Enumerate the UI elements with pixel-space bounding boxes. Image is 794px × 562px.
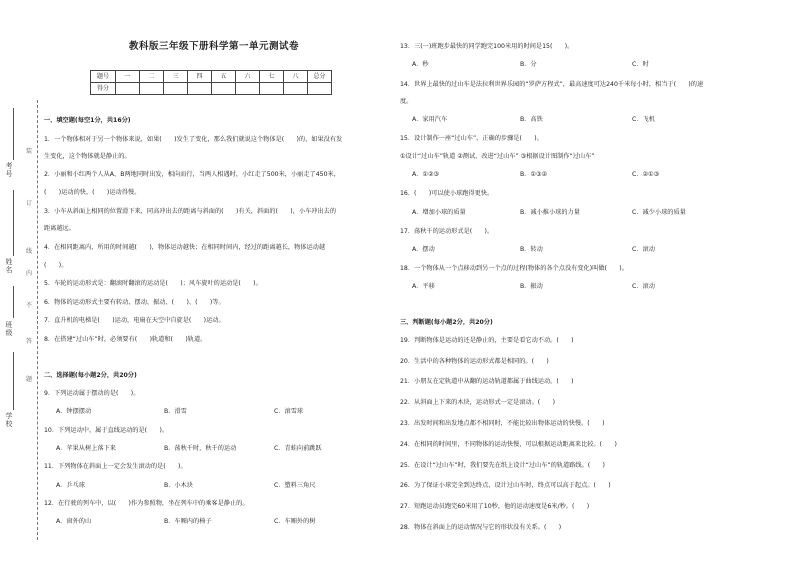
score-cell[interactable] <box>260 83 284 95</box>
judge-item: 25．在设计“过山车”时，我们要先在纸上设计“过山车”的轨道路线。( ) <box>400 462 605 469</box>
question-text: 6．物体的运动形式主要有转动、摆动、振动、( )、( )等。 <box>44 299 225 306</box>
school-line <box>13 352 14 410</box>
score-table <box>90 70 332 95</box>
score-table-score-row <box>91 83 332 95</box>
fold-mark: 内 <box>26 270 33 277</box>
option: B．分 <box>520 61 537 68</box>
score-cell[interactable] <box>140 83 164 95</box>
judge-item: 28．物体在斜面上的运动情况与它的形状没有关系。( ) <box>400 524 562 531</box>
option: A．乒乓球 <box>56 482 85 489</box>
score-header-cell: 六 <box>236 71 260 83</box>
score-header-cell: 四 <box>188 71 212 83</box>
judge-item: 22．从斜面上下来的木块，运动形式一定是滚动。( ) <box>400 399 556 406</box>
option: C．青蛙向前跳跃 <box>274 445 322 452</box>
class-label: 班级 <box>5 321 13 337</box>
score-cell[interactable] <box>116 83 140 95</box>
option: A．①②③ <box>412 171 440 178</box>
score-cell[interactable] <box>164 83 188 95</box>
score-cell[interactable] <box>236 83 260 95</box>
judge-item: 19．判断物体是运动的还是静止的，主要是看它动不动。( ) <box>400 337 574 344</box>
question-text: 度。 <box>400 98 413 105</box>
score-header-cell: 七 <box>260 71 284 83</box>
option: B．车厢内的椅子 <box>164 518 212 525</box>
option: B．小木块 <box>164 482 193 489</box>
section-heading-fill-in: 一、填空题(每空1分，共16分) <box>44 117 131 124</box>
judge-item: 21．小朋友在定轨道中从翻的运动轨道都属于曲线运动。( ) <box>400 378 574 385</box>
name-label: 姓名 <box>5 258 13 274</box>
section-heading-choice: 二、选择题(每小题2分，共20分) <box>44 372 137 379</box>
fold-line <box>37 100 38 540</box>
option: B．振动 <box>520 283 543 290</box>
question-text: 5．车轮的运动形式是：翻滚时翻滚的运动是( )；风车旋叶的运动是( )。 <box>44 280 262 287</box>
score-cell[interactable] <box>212 83 236 95</box>
option: C．减少小球的质量 <box>632 209 686 216</box>
option: A．钟摆摆动 <box>56 408 92 415</box>
option: C．②①③ <box>632 171 660 178</box>
fold-mark: 装 <box>26 148 33 155</box>
fold-mark: 线 <box>26 248 33 255</box>
exam-number-label: 考号 <box>5 162 13 178</box>
fold-mark: 订 <box>26 200 33 207</box>
question-text: 8．在搭建“过山车”时，必须要有( )轨道和( )轨道。 <box>44 336 207 343</box>
question-text: 生变化，这个物体就是静止的。 <box>44 153 131 160</box>
judge-item: 27．短跑运动员跑完60米用了10秒，他的运动速度是6米/秒。( ) <box>400 503 590 510</box>
score-row-label: 得分 <box>91 83 116 95</box>
option: A．家用汽车 <box>412 116 448 123</box>
question-text: 7．直升机的电梯是( )运动，电扇在天空中自旋是( )运动。 <box>44 317 225 324</box>
option: C．滚动 <box>632 283 655 290</box>
option: B．转动 <box>520 246 543 253</box>
score-header-cell: 二 <box>140 71 164 83</box>
question-text: 3．小车从斜面上相同的位置滑下来，同高冲出去的距离与斜面的( )有关，斜面的( )，小车冲出去的 <box>44 208 337 215</box>
question-text: 12．在行驶的列车中，以( )作为参照物，坐在列车中的乘客是静止的。 <box>44 500 249 507</box>
question-text: 10．下列运动中，属于直线运动的是( )。 <box>44 427 169 434</box>
question-text: 1．一个物体相对于另一个物体来说，如果( )发生了变化，那么我们就说这个物体是( )的，如果没有发 <box>44 136 343 143</box>
section-heading-true-false: 三、判断题(每小题2分，共20分) <box>400 319 493 326</box>
option: C．滚动 <box>632 246 655 253</box>
class-line <box>13 286 14 318</box>
option: A．苹果从树上落下来 <box>56 445 116 452</box>
option: C．时 <box>632 61 649 68</box>
question-text: 2．小丽和小红两个人从A、B两地同时出发，相向而行，当两人相遇时，小红走了500米，小丽走了450米， <box>44 171 340 178</box>
page-title: 教科版三年级下册科学第一单元测试卷 <box>128 41 299 52</box>
score-cell[interactable] <box>308 83 332 95</box>
question-text: 17．荡秋千的运动形式是( )。 <box>400 228 494 235</box>
question-steps: ①设计“过山车”轨道 ②测试、改进“过山车” ③根据设计图制作“过山车” <box>400 153 595 160</box>
score-cell[interactable] <box>284 83 308 95</box>
fold-mark: 题 <box>26 376 33 383</box>
score-header-cell: 总分 <box>308 71 332 83</box>
option: B．①③② <box>520 171 548 178</box>
score-cell[interactable] <box>188 83 212 95</box>
fold-mark: 答 <box>26 338 33 345</box>
question-text: 4．在相同距离内，所用的时间越( )，物体运动越快；在相同时间内，经过的距离越长，物体运动越 <box>44 244 326 251</box>
score-header-cell: 题号 <box>91 71 116 83</box>
option: B．高铁 <box>520 116 543 123</box>
option: B．减小推小球的力量 <box>520 209 580 216</box>
option: A．秒 <box>412 61 429 68</box>
question-text: 15．设计制作一座“过山车”，正确的步骤是( )。 <box>400 135 543 142</box>
question-text: 14．世界上最快的过山车是法拉利世界乐园的“罗萨方程式”，最高速度可达240千米每小时，相当于( )的速 <box>400 81 704 88</box>
question-text: 9．下列运动属于摆动的是( )。 <box>44 390 140 397</box>
score-table-header-row <box>91 71 332 83</box>
option: C．滚雪球 <box>274 408 304 415</box>
option: B．荡秋千时，秋千的运动 <box>164 445 237 452</box>
option: A．窗外的山 <box>56 518 92 525</box>
score-header-cell: 三 <box>164 71 188 83</box>
question-text: ( )。 <box>44 262 68 269</box>
judge-item: 23．出发时间和出发地点都不相同时，不能比较出物体运动的快慢。( ) <box>400 420 605 427</box>
name-line <box>13 190 14 256</box>
binding-margin <box>0 0 42 562</box>
question-text: 距离越远。 <box>44 225 75 232</box>
school-label: 学校 <box>5 412 13 428</box>
question-text: 11．下列物体在斜面上一定会发生滚动的是( )。 <box>44 463 187 470</box>
exam-number-line <box>13 108 14 160</box>
option: C．飞机 <box>632 116 655 123</box>
option: C．车厢外的树 <box>274 518 316 525</box>
question-text: 16．( )可以使小球跑得更快。 <box>400 190 494 197</box>
judge-item: 20．生活中的各种物体的运动形式都是相同的。( ) <box>400 358 549 365</box>
option: A．增加小球的质量 <box>412 209 466 216</box>
judge-item: 26．为了保证小球完全到达终点，设计过山车时，终点可以高于起点。( ) <box>400 482 611 489</box>
option: A．平移 <box>412 283 435 290</box>
question-text: ( )运动的快，( )运动得慢。 <box>44 189 141 196</box>
option: B．滑雪 <box>164 408 187 415</box>
option: A．摆动 <box>412 246 435 253</box>
score-header-cell: 五 <box>212 71 236 83</box>
score-header-cell: 一 <box>116 71 140 83</box>
judge-item: 24．在相同的时间里，不同物体的运动快慢，可以根据运动距离来比较。( ) <box>400 441 617 448</box>
question-text: 18．一个物体从一个点移动到另一个点的过程(物体的各个点没有变化)叫做( )。 <box>400 265 628 272</box>
score-header-cell: 八 <box>284 71 308 83</box>
question-text: 13．三(一)班跑步最快的同学跑完100米用的时间是15( )。 <box>400 43 574 50</box>
fold-mark: 不 <box>26 302 33 309</box>
option: C．塑料三角尺 <box>274 482 316 489</box>
